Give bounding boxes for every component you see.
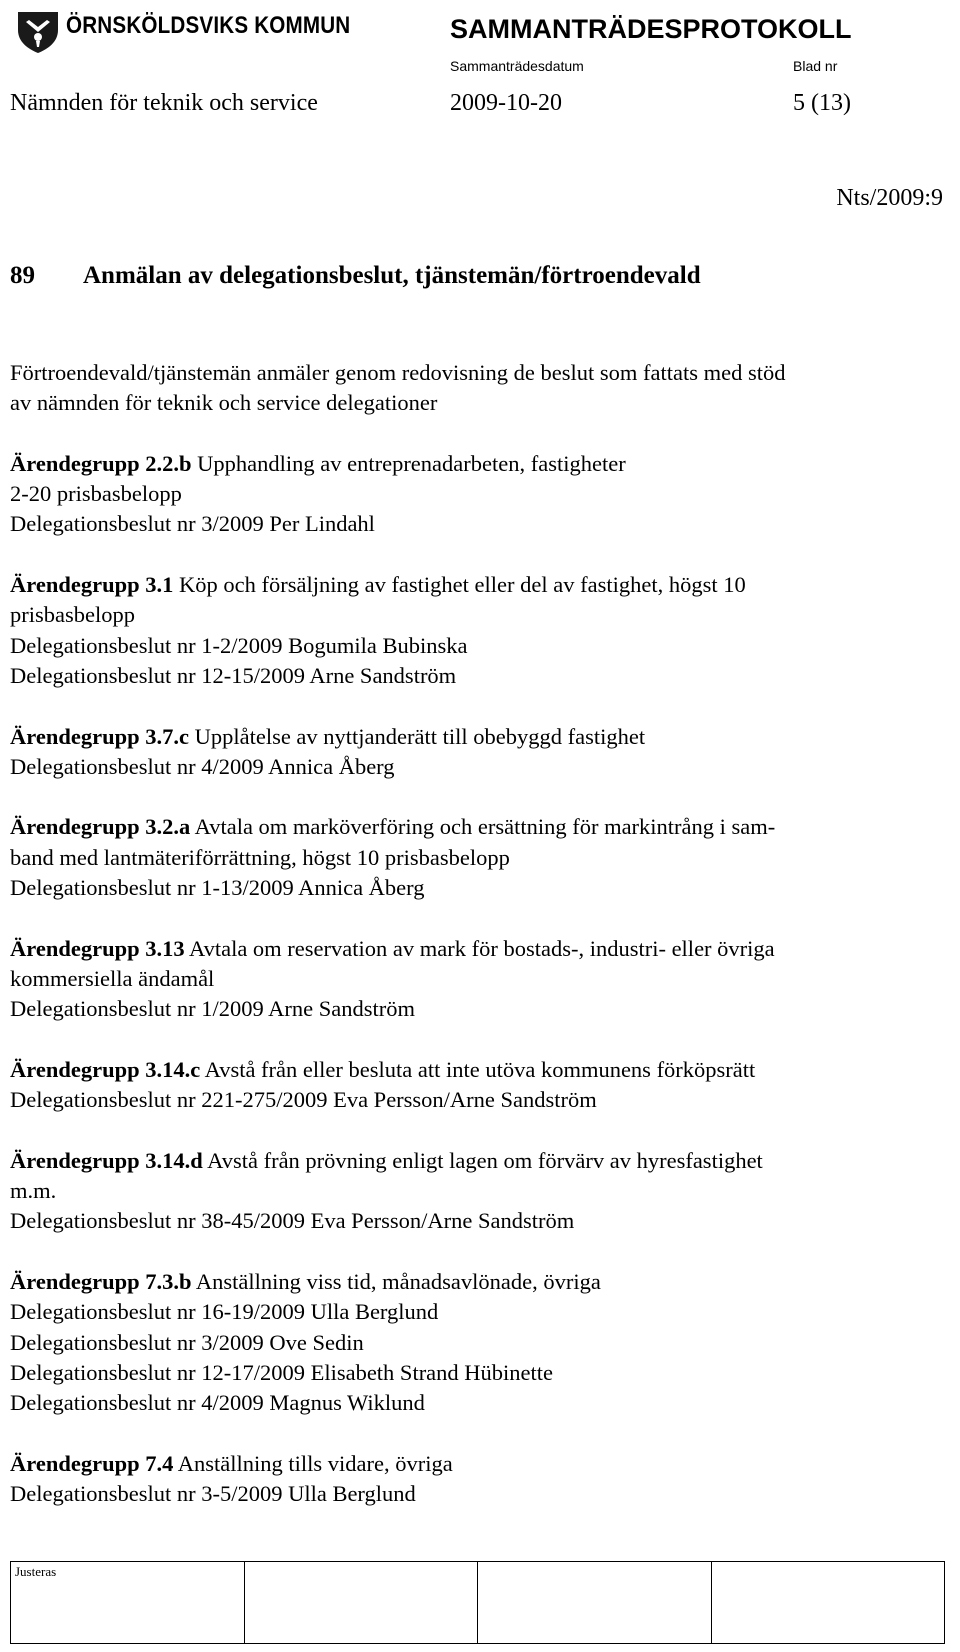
group-label: Ärendegrupp 3.7.c (10, 723, 189, 749)
decision-group (10, 1146, 930, 1237)
meeting-date: 2009-10-20 (450, 90, 562, 116)
group-line: Delegationsbeslut nr 3-5/2009 Ulla Berglund (10, 1480, 416, 1506)
group-line: m.m. (10, 1178, 57, 1204)
section-number: 89 (10, 262, 35, 289)
decision-group (10, 449, 930, 540)
page-number-label: Blad nr (793, 58, 838, 74)
group-line: Upplåtelse av nyttjanderätt till obebyggd fastighet (194, 723, 646, 749)
section-heading (10, 262, 701, 290)
group-line: Anställning tills vidare, övriga (177, 1450, 453, 1476)
group-line: Anställning viss tid, månadsavlönade, övriga (195, 1268, 601, 1294)
decision-group (10, 812, 930, 903)
document-body (10, 358, 930, 1509)
group-line: Avstå från eller besluta att inte utöva kommunens förköpsrätt (204, 1056, 756, 1082)
decision-group (10, 934, 930, 1025)
meeting-date-label: Sammanträdesdatum (450, 58, 584, 74)
group-line: kommersiella ändamål (10, 965, 215, 991)
intro-line: Förtroendevald/tjänstemän anmäler genom redovisning de beslut som fattats med stöd (10, 360, 786, 385)
signature-cell (11, 1562, 245, 1643)
organization-name: ÖRNSKÖLDSVIKS KOMMUN (66, 12, 351, 39)
group-line: Delegationsbeslut nr 12-15/2009 Arne Sandström (10, 662, 457, 688)
group-line: Avtala om reservation av mark för bostads-, industri- eller övriga (189, 935, 775, 961)
group-line: 2-20 prisbasbelopp (10, 481, 182, 507)
group-label: Ärendegrupp 3.14.c (10, 1056, 201, 1082)
decision-group (10, 1449, 930, 1510)
page-number: 5 (13) (793, 90, 851, 116)
group-line: Avtala om marköverföring och ersättning för markintrång i sam- (194, 814, 776, 840)
group-line: Delegationsbeslut nr 12-17/2009 Elisabeth Strand Hübinette (10, 1359, 554, 1385)
group-line: Avstå från prövning enligt lagen om förvärv av hyresfastighet (207, 1147, 763, 1173)
group-line: Delegationsbeslut nr 221-275/2009 Eva Persson/Arne Sandström (10, 1087, 597, 1113)
group-label: Ärendegrupp 7.3.b (10, 1268, 192, 1294)
intro-line: av nämnden för teknik och service delegationer (10, 390, 438, 416)
group-line: Delegationsbeslut nr 38-45/2009 Eva Persson/Arne Sandström (10, 1208, 575, 1234)
group-line: Delegationsbeslut nr 16-19/2009 Ulla Berglund (10, 1299, 439, 1325)
group-line: prisbasbelopp (10, 602, 135, 628)
decision-group (10, 1055, 930, 1116)
group-label: Ärendegrupp 3.14.d (10, 1147, 203, 1173)
group-label: Ärendegrupp 3.13 (10, 935, 185, 961)
group-line: Delegationsbeslut nr 4/2009 Magnus Wiklund (10, 1390, 425, 1416)
decision-group (10, 570, 930, 691)
municipality-logo (14, 6, 62, 54)
signature-cell (245, 1562, 479, 1643)
decision-group (10, 1267, 930, 1418)
group-line: Upphandling av entreprenadarbeten, fastigheter (197, 450, 626, 476)
group-line: Delegationsbeslut nr 3/2009 Per Lindahl (10, 511, 375, 537)
group-line: Delegationsbeslut nr 1/2009 Arne Sandström (10, 996, 415, 1022)
group-line: Delegationsbeslut nr 4/2009 Annica Åberg (10, 753, 395, 779)
case-number: Nts/2009:9 (836, 185, 943, 211)
signature-cell (712, 1562, 945, 1643)
group-line: Delegationsbeslut nr 1-13/2009 Annica Åberg (10, 875, 425, 901)
justeras-label: Justeras (15, 1564, 57, 1579)
signature-box (10, 1561, 945, 1644)
decision-group (10, 722, 930, 783)
group-line: band med lantmäteriförrättning, högst 10 prisbasbelopp (10, 844, 510, 870)
document-type: SAMMANTRÄDESPROTOKOLL (450, 14, 852, 44)
group-line: Delegationsbeslut nr 1-2/2009 Bogumila Bubinska (10, 632, 468, 658)
committee-name: Nämnden för teknik och service (10, 90, 318, 116)
group-line: Delegationsbeslut nr 3/2009 Ove Sedin (10, 1329, 364, 1355)
group-label: Ärendegrupp 2.2.b (10, 450, 192, 476)
signature-cell (478, 1562, 712, 1643)
group-label: Ärendegrupp 7.4 (10, 1450, 174, 1476)
group-label: Ärendegrupp 3.2.a (10, 814, 191, 840)
group-line: Köp och försäljning av fastighet eller del av fastighet, högst 10 (178, 572, 746, 598)
group-label: Ärendegrupp 3.1 (10, 572, 174, 598)
section-title: Anmälan av delegationsbeslut, tjänstemän/förtroendevald (83, 262, 701, 289)
